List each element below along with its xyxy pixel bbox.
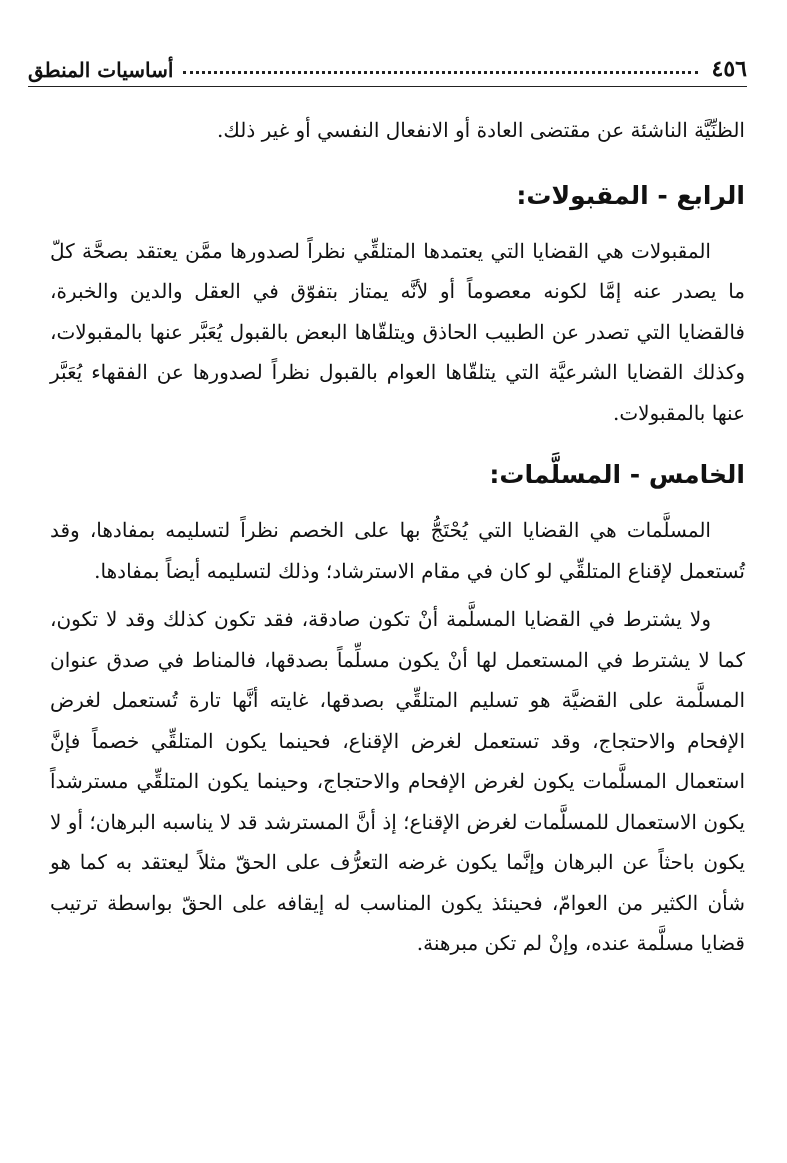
paragraph-musallamat-conditions: ولا يشترط في القضايا المسلَّمة أنْ تكون صادقة، فقد تكون كذلك وقد لا تكون، كما لا يشترط في المستعمل لها أنْ يكون مسلِّماً بصدقها، فالمناط في صدق عنوان المسلَّمة على القضيَّة هو تسليم المتلقِّي بصدقها، غايته أنَّها تارة تُستعمل لغرض الإفحام والاحتجاج، وقد تستعمل لغرض الإقناع، فحينما يكون المتلقِّي خصماً فإنَّ استعمال المسلَّمات يكون لغرض الإفحام والاحتجاج، وحينما يكون المتلقِّي مسترشداً يكون الاستعمال للمسلَّمات لغرض الإقناع؛ إذ أنَّ المسترشد قد لا يناسبه البرهان؛ أو لا يكون باحثاً عن البرهان وإنَّما يكون غرضه التعرُّف على الحقّ مثلاً ليعتقد به كما هو شأن الكثير من العوامّ، فحينئذ يكون المناسب له إيقافه على الحقّ بواسطة ترتيب قضايا مسلَّمة عنده، وإنْ لم تكن مبرهنة. — [50, 607, 746, 955]
section-heading-musallamat: الخامس - المسلَّمات: — [489, 460, 745, 489]
leader-dots — [183, 71, 697, 74]
section-heading-maqbulat: الرابع - المقبولات: — [516, 180, 745, 210]
paragraph-musallamat-definition: المسلَّمات هي القضايا التي يُحْتَجُّ بها على الخصم نظراً لتسليمه بمفادها، وقد تُستعمل لإقناع المتلقِّي لو كان في مقام الاسترشاد؛ وذلك لتسليمه أيضاً بمفادها. — [50, 518, 745, 583]
running-title: أساسيات المنطق — [28, 58, 174, 82]
paragraph-continuation: الظنِّيَّة الناشئة عن مقتضى العادة أو الانفعال النفسي أو غير ذلك. — [217, 118, 745, 142]
page-body — [50, 110, 745, 964]
page-number: ٤٥٦ — [711, 56, 747, 82]
paragraph-maqbulat: المقبولات هي القضايا التي يعتمدها المتلقِّي نظراً لصدورها ممَّن يعتقد بصحَّة كلّ ما يصدر عنه إمَّا لكونه معصوماً أو لأنَّه يمتاز بتفوّق في العقل والدين والخبرة، فالقضايا التي تصدر عن الطبيب الحاذق ويتلقّاها البعض بالقبول يُعَبَّر عنها بالمقبولات، وكذلك القضايا الشرعيَّة التي يتلقّاها العوام بالقبول نظراً لصدورها عن الفقهاء يُعَبَّر عنها بالمقبولات. — [50, 238, 745, 425]
page-header — [28, 46, 747, 82]
header-rule — [28, 86, 747, 87]
